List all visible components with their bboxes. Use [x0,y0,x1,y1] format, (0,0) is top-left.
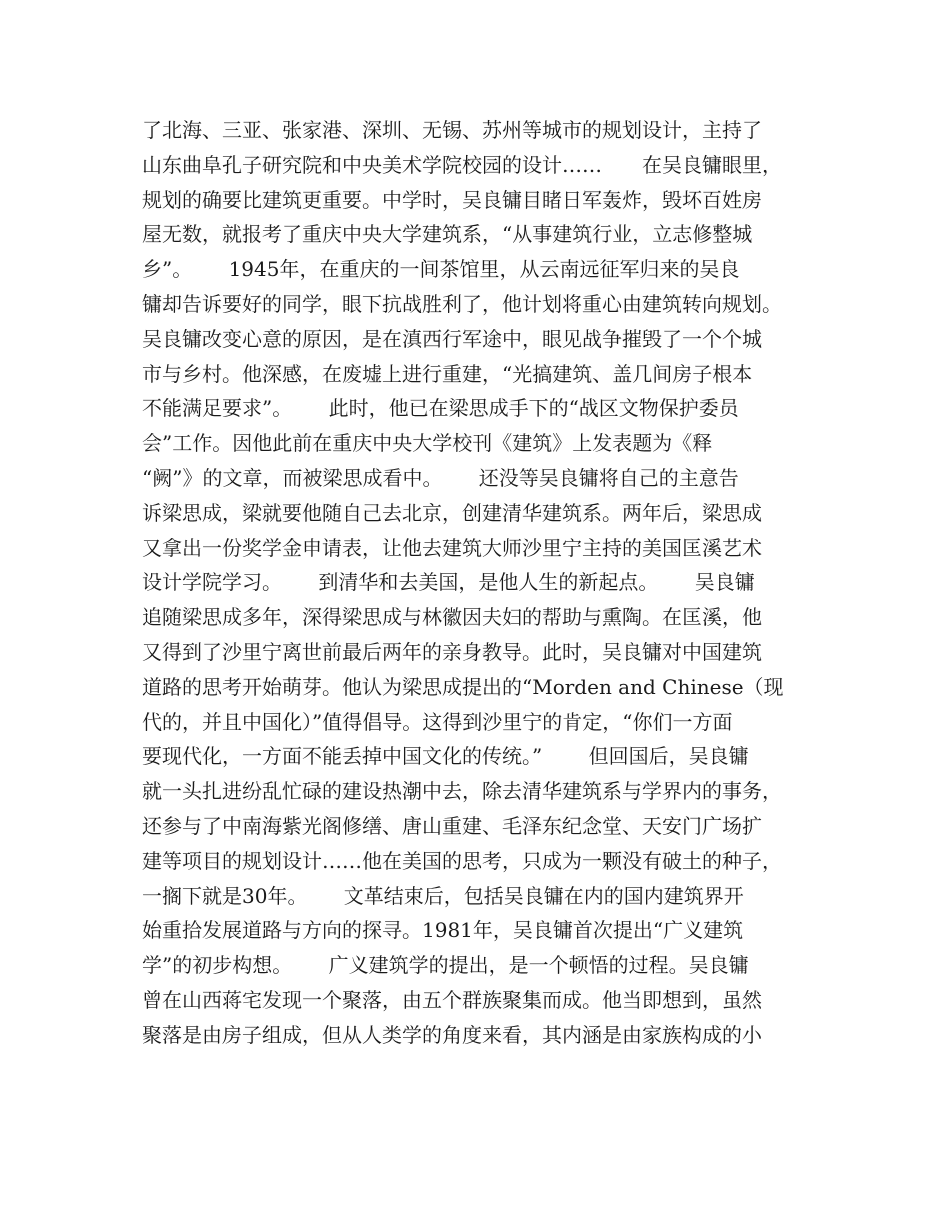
text-line: 代的，并且中国化）”值得倡导。这得到沙里宁的肯定，“你们一方面 [142,709,733,734]
text-line: 要现代化，一方面不能丢掉中国文化的传统。” 但回国后，吴良镛 [142,744,749,769]
text-line: 山东曲阜孔子研究院和中央美术学院校园的设计…… 在吴良镛眼里， [142,152,782,177]
text-line: 乡”。 1945年，在重庆的一间茶馆里，从云南远征军归来的吴良 [142,257,740,282]
text-line: 一搁下就是30年。 文革结束后，包括吴良镛在内的国内建筑界开 [142,883,744,908]
text-line: 又拿出一份奖学金申请表，让他去建筑大师沙里宁主持的美国匡溪艺术 [142,535,762,560]
text-line: 市与乡村。他深感，在废墟上进行重建，“光搞建筑、盖几间房子根本 [142,361,753,386]
text-line: 了北海、三亚、张家港、深圳、无锡、苏州等城市的规划设计，主持了 [142,118,762,142]
text-line: 不能满足要求”。 此时，他已在梁思成手下的“战区文物保护委员 [142,396,739,421]
text-line: 镛却告诉要好的同学，眼下抗战胜利了，他计划将重心由建筑转向规划。 [142,291,782,316]
text-line: 追随梁思成多年，深得梁思成与林徽因夫妇的帮助与熏陶。在匡溪，他 [142,605,762,630]
text-line: 就一头扎进纷乱忙碌的建设热潮中去，除去清华建筑系与学界内的事务， [142,779,782,804]
text-line: 屋无数，就报考了重庆中央大学建筑系，“从事建筑行业，立志修整城 [142,222,753,247]
text-line: 曾在山西蒋宅发现一个聚落，由五个群族聚集而成。他当即想到，虽然 [142,987,762,1012]
text-line: 又得到了沙里宁离世前最后两年的亲身教导。此时，吴良镛对中国建筑 [142,639,762,664]
text-line: “阙”》的文章，而被梁思成看中。 还没等吴良镛将自己的主意告 [142,465,739,490]
text-line: 吴良镛改变心意的原因，是在滇西行军途中，眼见战争摧毁了一个个城 [142,326,762,351]
text-line: 设计学院学习。 到清华和去美国，是他人生的新起点。 吴良镛 [142,570,755,595]
text-line: 道路的思考开始萌芽。他认为梁思成提出的“Morden and Chinese（现 [142,674,784,699]
text-line: 会”工作。因他此前在重庆中央大学校刊《建筑》上发表题为《释 [142,431,713,456]
text-line: 聚落是由房子组成，但从人类学的角度来看，其内涵是由家族构成的小 [142,1022,762,1047]
text-line: 始重拾发展道路与方向的探寻。1981年，吴良镛首次提出“广义建筑 [142,918,744,943]
text-line: 学”的初步构想。 广义建筑学的提出，是一个顿悟的过程。吴良镛 [142,953,749,978]
text-line: 建等项目的规划设计……他在美国的思考，只成为一颗没有破土的种子， [142,848,782,873]
text-line: 规划的确要比建筑更重要。中学时，吴良镛目睹日军轰炸，毁坏百姓房 [142,187,762,212]
body-text [142,113,832,1053]
text-line: 还参与了中南海紫光阁修缮、唐山重建、毛泽东纪念堂、天安门广场扩 [142,813,762,838]
text-line: 诉梁思成，梁就要他随自己去北京，创建清华建筑系。两年后，梁思成 [142,500,762,525]
